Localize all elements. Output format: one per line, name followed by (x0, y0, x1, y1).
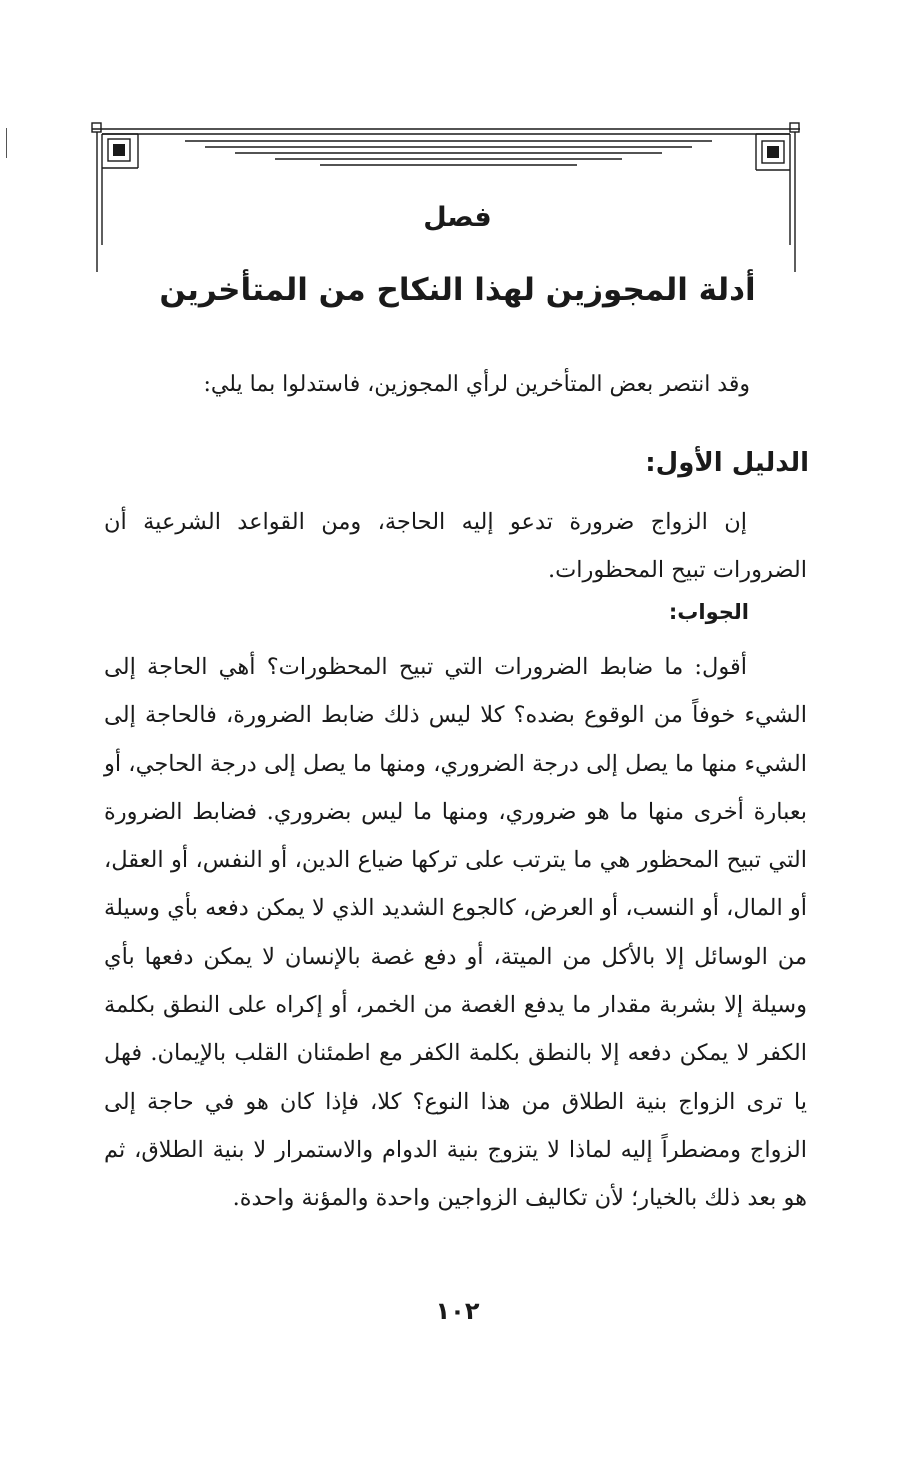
evidence-paragraph (104, 498, 807, 595)
answer-heading: الجواب: (668, 600, 749, 624)
decorative-frame (0, 0, 915, 300)
section-label: فصل (423, 202, 492, 233)
evidence-heading: الدليل الأول: (645, 448, 809, 478)
chapter-title: أدلة المجوزين لهذا النكاح من المتأخرين (159, 272, 756, 308)
answer-paragraph (104, 643, 807, 1223)
answer-text: أقول: ما ضابط الضرورات التي تبيح المحظورات؟ أهي الحاجة إلى الشيء خوفاً من الوقوع بضده؟ كلا ليس ذلك ضابط الضرورة، فالحاجة إلى الشيء منها ما يصل إلى درجة الضروري، ومنها ما يصل إلى درجة الحاجي، أو بعبارة أخرى منها ما هو ضروري، ومنها ما ليس بضروري. فضابط الضرورة التي تبيح المحظور هي ما يترتب على تركها ضياع الدين، أو النفس، أو العقل، أو المال، أو النسب، أو العرض، كالجوع الشديد الذي لا يمكن دفعه بأي وسيلة من الوسائل إلا بالأكل من الميتة، أو دفع غصة بالإنسان لا يمكن دفعها بأي وسيلة إلا بشربة مقدار ما يدفع الغصة من الخمر، أو إكراه على النطق بكلمة الكفر لا يمكن دفعه إلا بالنطق بكلمة الكفر مع اطمئنان القلب بالإيمان. فهل يا ترى الزواج بنية الطلاق من هذا النوع؟ كلا، فإذا كان هو في حاجة إلى الزواج ومضطراً إليه لماذا لا يتزوج بنية الدوام والاستمرار لا بنية الطلاق، ثم هو بعد ذلك بالخيار؛ لأن تكاليف الزواجين واحدة والمؤنة واحدة. (104, 654, 807, 1212)
page-number: ١٠٢ (435, 1297, 480, 1325)
intro-line: وقد انتصر بعض المتأخرين لرأي المجوزين، فاستدلوا بما يلي: (203, 372, 750, 397)
evidence-text: إن الزواج ضرورة تدعو إليه الحاجة، ومن القواعد الشرعية أن الضرورات تبيح المحظورات. (104, 509, 807, 584)
